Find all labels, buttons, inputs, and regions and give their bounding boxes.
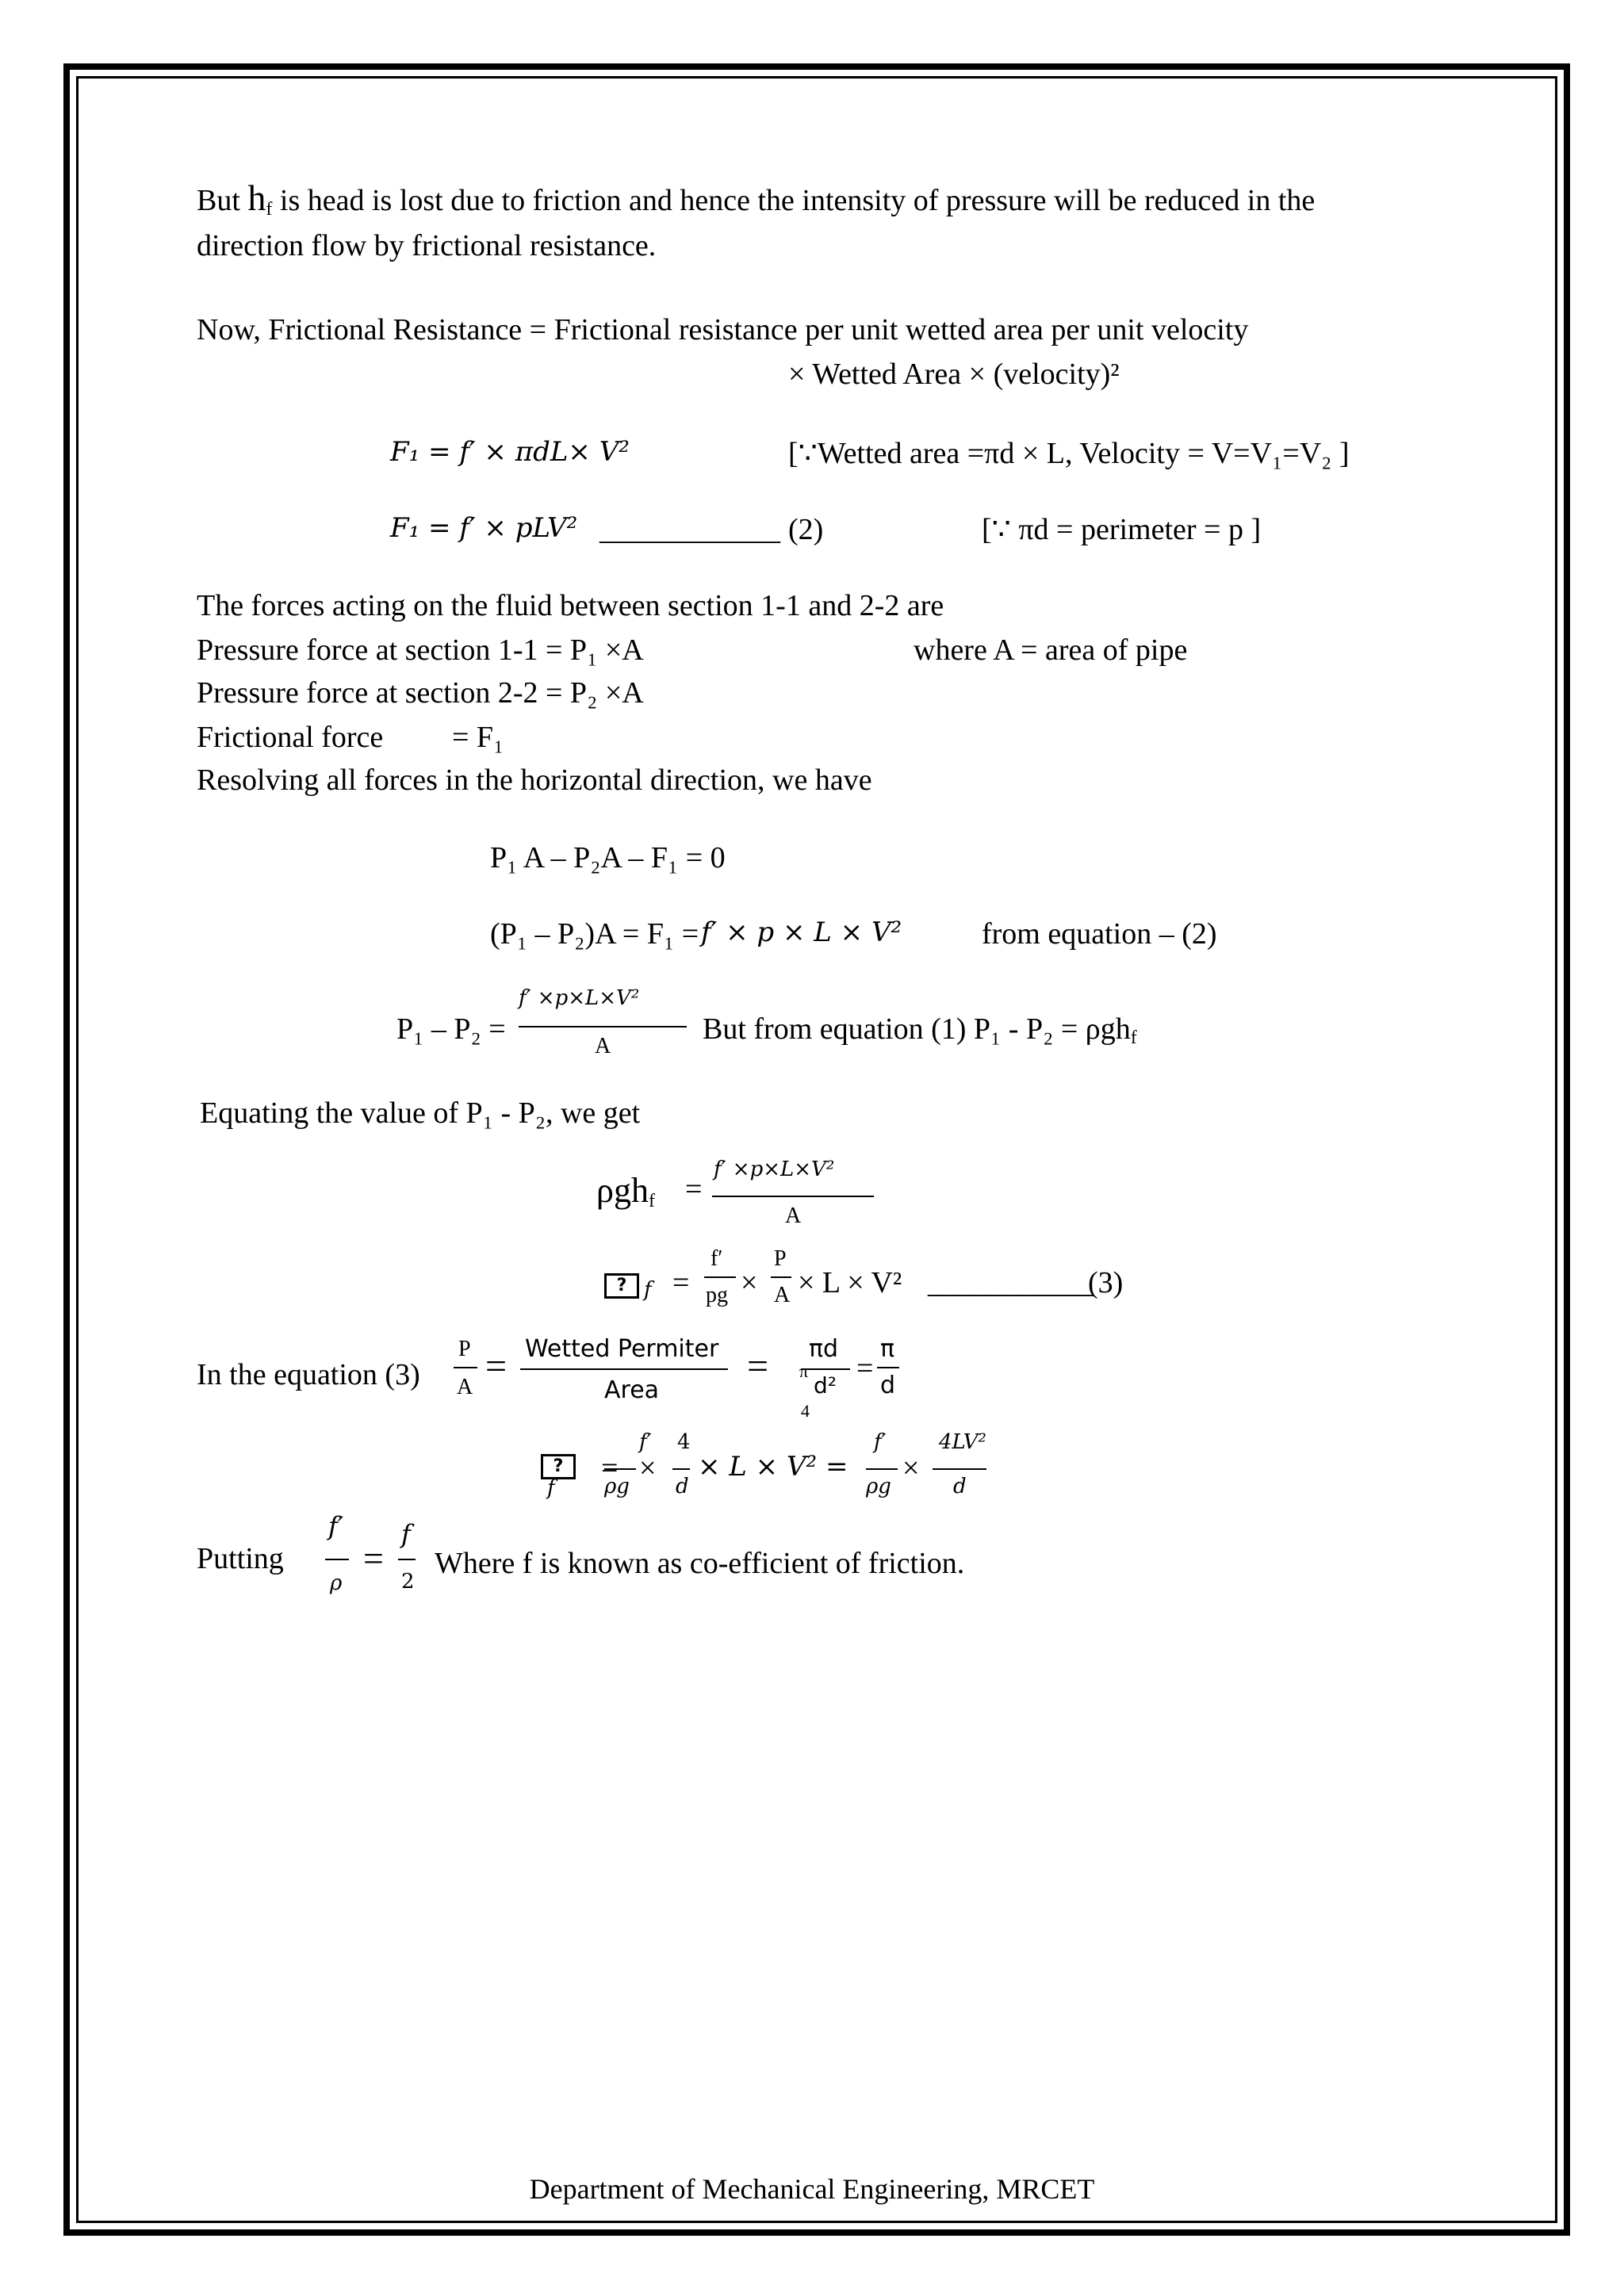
- eq8-d-denominator: d: [880, 1372, 896, 1399]
- eq2-note: [∵ πd = perimeter = p ]: [982, 513, 1262, 546]
- page-footer: Department of Mechanical Engineering, MRCET: [529, 2173, 1095, 2205]
- eq9-l-bar: [933, 1468, 986, 1470]
- para1-line2: direction flow by frictional resistance.: [197, 229, 657, 262]
- eq9-f2-bar: [866, 1468, 898, 1470]
- eq8-area-denominator: Area: [604, 1376, 660, 1404]
- forces-line1: The forces acting on the fluid between section 1-1 and 2-2 are: [197, 589, 944, 622]
- putting-den1: ρ: [330, 1571, 343, 1595]
- eq7-p-numerator: P: [774, 1246, 787, 1271]
- eq5-denominator: A: [595, 1034, 611, 1058]
- eq2-blank: ____________: [599, 513, 780, 546]
- eq9-four-numerator: 4: [677, 1430, 691, 1454]
- putting-num2: f: [401, 1519, 411, 1549]
- eq5-numerator: f′ ×p×L×V²: [519, 986, 640, 1010]
- eq7-p-denominator: A: [774, 1283, 791, 1307]
- eq1-note: [∵Wetted area =πd × L, Velocity = V=V₁=V₂ ]: [788, 437, 1350, 470]
- eq4-lhs: (P₁ – P₂)A = F₁ =: [490, 917, 699, 951]
- eq9-times-1: ×: [639, 1452, 657, 1485]
- eq8-lead: In the equation (3): [197, 1358, 420, 1391]
- para2-line1: Now, Frictional Resistance = Frictional resistance per unit wetted area per unit velocity: [197, 313, 1249, 346]
- eq8-wetted-numerator: Wetted Permiter: [525, 1335, 719, 1363]
- eq8-equals-3: =: [856, 1352, 874, 1385]
- eq8-d-squared: d²: [814, 1372, 837, 1399]
- eq9-f2-numerator: f′: [874, 1430, 887, 1454]
- eq8-p-denominator: A: [457, 1375, 473, 1399]
- forces-line2: Pressure force at section 1-1 = P₁ ×A: [197, 633, 644, 667]
- eq2-lhs: F₁ = f′ × pLV²: [390, 512, 578, 544]
- eq7-f-numerator: f′: [710, 1246, 723, 1271]
- eq9-d-denominator: d: [676, 1475, 689, 1498]
- eq9-sub: f: [547, 1476, 555, 1500]
- eq9-f-denominator: ρg: [604, 1475, 630, 1498]
- eq9-four-bar: [672, 1468, 690, 1470]
- eq7-rest: × L × V²: [798, 1266, 902, 1299]
- eq9-times-2: ×: [902, 1452, 920, 1485]
- eq7-equals: =: [672, 1266, 690, 1299]
- forces-line4-label: Frictional force: [197, 721, 384, 754]
- eq8-pid-numerator: πd: [809, 1335, 839, 1363]
- eq7-f-bar: [704, 1276, 736, 1278]
- para1-line1: But $h_f$ is head is lost due to friction and hence the intensity of pressure will be reduced in the: [197, 178, 1316, 220]
- forces-line3: Pressure force at section 2-2 = P₂ ×A: [197, 676, 644, 710]
- eq7-p-bar: [771, 1276, 791, 1278]
- eq7-sub: f: [644, 1278, 652, 1302]
- eq6-equals: =: [685, 1173, 703, 1206]
- forces-line2-note: where A = area of pipe: [914, 633, 1188, 667]
- eq8-equals-1: =: [485, 1345, 508, 1387]
- eq9-f-numerator: f′: [639, 1430, 652, 1454]
- eq8-p-numerator: P: [458, 1337, 471, 1361]
- eq8-four-small: 4: [801, 1401, 810, 1421]
- eq5-lhs: P₁ – P₂ =: [396, 1012, 506, 1046]
- page-border-inner: [76, 76, 1557, 2223]
- putting-text: Where f is known as co-efficient of friction.: [435, 1547, 965, 1580]
- eq9-f2-denominator: ρg: [866, 1475, 891, 1498]
- missing-glyph-icon: ?: [604, 1273, 639, 1299]
- eq8-equals-2: =: [747, 1345, 769, 1387]
- eq9-l-numerator: 4LV²: [939, 1430, 986, 1454]
- para2-line2: × Wetted Area × (velocity)²: [788, 358, 1120, 391]
- eq9-l-denominator: d: [953, 1475, 967, 1498]
- putting-bar2: [398, 1559, 416, 1560]
- eq7-blank: ___________: [928, 1266, 1094, 1299]
- putting-bar1: [325, 1559, 349, 1560]
- forces-line5: Resolving all forces in the horizontal direction, we have: [197, 763, 872, 797]
- putting-den2: 2: [401, 1570, 415, 1594]
- putting-num1: f′: [328, 1511, 344, 1541]
- eq9-equals: =: [601, 1452, 619, 1485]
- equating-line: Equating the value of P₁ - P₂, we get: [200, 1096, 641, 1130]
- eq6-lhs: ρgh$_f$: [596, 1171, 655, 1211]
- eq4-note: from equation – (2): [982, 917, 1217, 951]
- eq2-number: (2): [788, 513, 824, 546]
- eq3: P₁ A – P₂A – F₁ = 0: [490, 841, 726, 874]
- eq5-fraction-bar: [519, 1026, 687, 1027]
- eq8-pi-small: π: [799, 1361, 809, 1381]
- forces-line4-value: = F₁: [452, 721, 504, 754]
- eq9-f-bar: [604, 1468, 636, 1470]
- putting-lead: Putting: [197, 1542, 284, 1575]
- eq8-pi-numerator: π: [880, 1335, 895, 1363]
- eq8-p-bar: [454, 1367, 477, 1368]
- eq1-lhs: F₁ = f′ × πdL× V²: [390, 436, 630, 468]
- eq6-denominator: A: [785, 1203, 802, 1228]
- eq8-pi-bar: [877, 1367, 899, 1368]
- eq6-numerator: f′ ×p×L×V²: [714, 1158, 835, 1181]
- eq8-wetted-bar: [520, 1368, 728, 1370]
- eq7-f-denominator: pg: [706, 1283, 728, 1307]
- eq4-rhs: f′ × p × L × V²: [701, 916, 902, 948]
- eq9-rest: × L × V² =: [698, 1451, 848, 1483]
- eq8-pid-bar: [801, 1368, 850, 1370]
- eq5-note: But from equation (1) P₁ - P₂ = ρgh$_f$: [703, 1012, 1137, 1048]
- putting-equals: =: [363, 1538, 384, 1578]
- eq6-fraction-bar: [712, 1196, 874, 1197]
- eq7-times: ×: [741, 1266, 758, 1299]
- missing-glyph-icon-2: ?: [541, 1454, 576, 1479]
- eq7-number: (3): [1088, 1266, 1124, 1299]
